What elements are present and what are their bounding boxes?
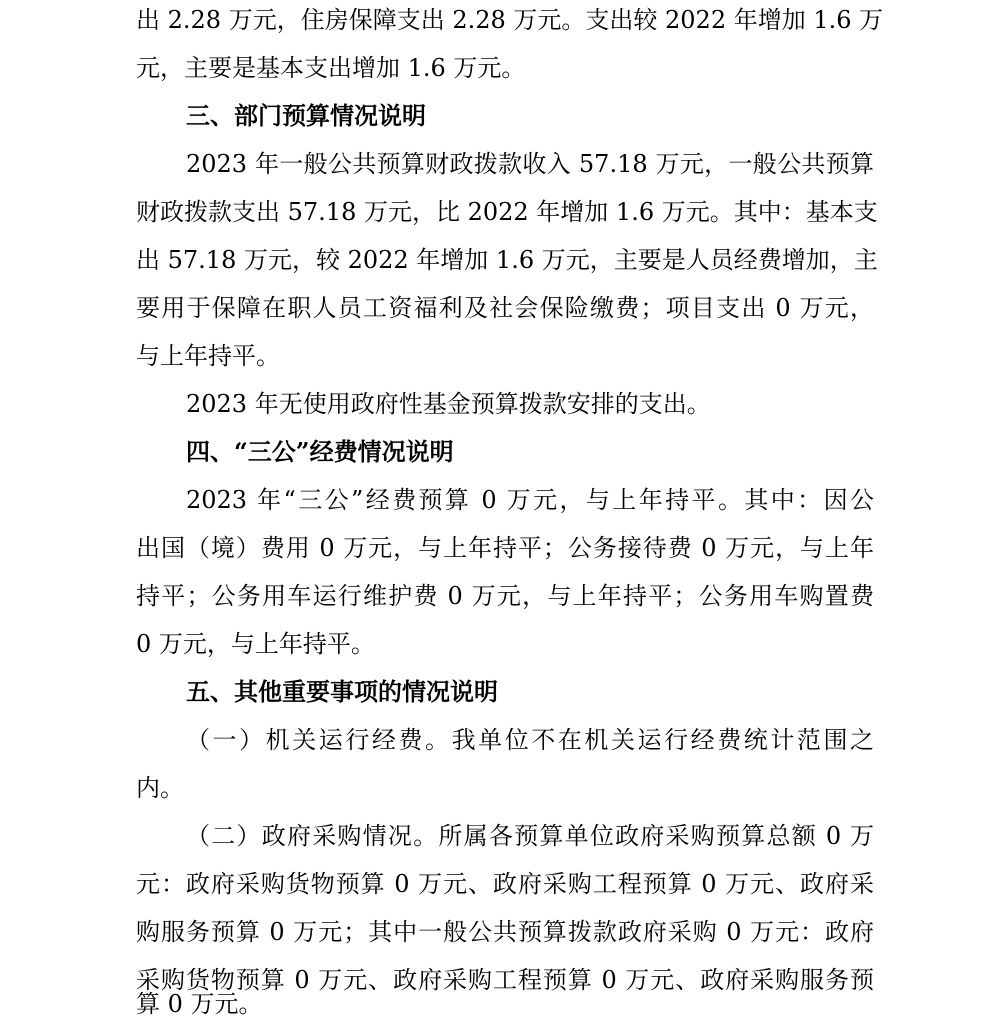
paragraph-line: 出国（境）费用 0 万元，与上年持平；公务接待费 0 万元，与上年 bbox=[136, 534, 874, 562]
paragraph-line: 元：政府采购货物预算 0 万元、政府采购工程预算 0 万元、政府采 bbox=[136, 870, 874, 898]
section-heading-5: 五、其他重要事项的情况说明 bbox=[186, 677, 498, 706]
paragraph-line: 2023 年无使用政府性基金预算拨款安排的支出。 bbox=[186, 390, 711, 418]
paragraph-line: 2023 年一般公共预算财政拨款收入 57.18 万元，一般公共预算 bbox=[186, 150, 874, 178]
paragraph-line: 0 万元，与上年持平。 bbox=[136, 630, 375, 658]
paragraph-line: 财政拨款支出 57.18 万元，比 2022 年增加 1.6 万元。其中：基本支 bbox=[136, 198, 878, 226]
paragraph-line: 要用于保障在职人员工资福利及社会保险缴费；项目支出 0 万元， bbox=[136, 294, 874, 322]
section-heading-4: 四、“三公”经费情况说明 bbox=[186, 437, 454, 466]
paragraph-line: 采购货物预算 0 万元、政府采购工程预算 0 万元、政府采购服务预 bbox=[136, 966, 874, 994]
paragraph-line: 内。 bbox=[136, 774, 184, 802]
paragraph-line: 出 57.18 万元，较 2022 年增加 1.6 万元，主要是人员经费增加，主 bbox=[136, 246, 878, 274]
paragraph-line: 持平；公务用车运行维护费 0 万元，与上年持平；公务用车购置费 bbox=[136, 582, 874, 610]
section-heading-3: 三、部门预算情况说明 bbox=[186, 101, 426, 130]
paragraph-line: （一）机关运行经费。我单位不在机关运行经费统计范围之 bbox=[186, 726, 874, 754]
paragraph-line: 与上年持平。 bbox=[136, 342, 280, 370]
paragraph-line: 元，主要是基本支出增加 1.6 万元。 bbox=[136, 54, 526, 82]
paragraph-line: 2023 年“三公”经费预算 0 万元，与上年持平。其中：因公 bbox=[186, 486, 874, 514]
paragraph-line: 出 2.28 万元，住房保障支出 2.28 万元。支出较 2022 年增加 1.6 万 bbox=[136, 6, 884, 34]
paragraph-line: （二）政府采购情况。所属各预算单位政府采购预算总额 0 万 bbox=[186, 822, 874, 850]
paragraph-line: 算 0 万元。 bbox=[136, 990, 263, 1018]
paragraph-line: 购服务预算 0 万元；其中一般公共预算拨款政府采购 0 万元：政府 bbox=[136, 918, 874, 946]
